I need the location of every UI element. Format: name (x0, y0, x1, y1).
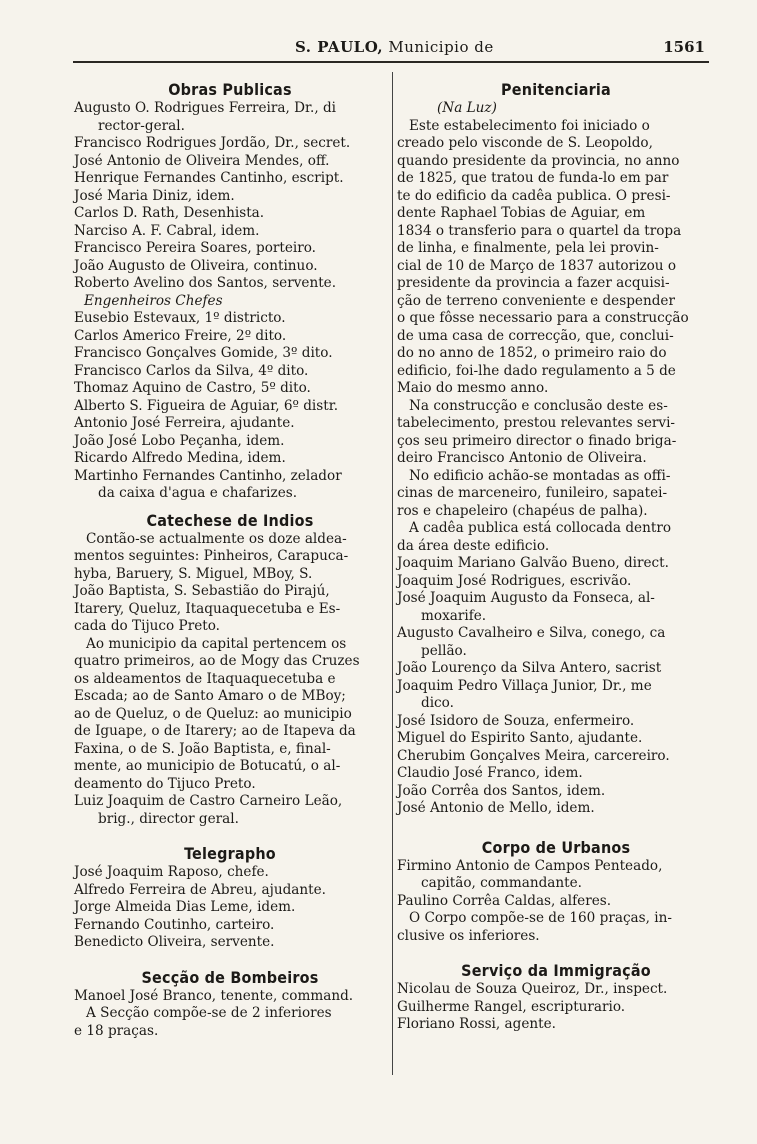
text-line: de uma casa de correcção, que, conclui- (397, 327, 674, 344)
text-line: dente Raphael Tobias de Aguiar, em (397, 205, 646, 221)
text-line: o que fôsse necessario para a construcção (397, 310, 689, 326)
catechese-paragraph-1 (74, 531, 386, 636)
list-item: Augusto Cavalheiro e Silva, conego, ca (397, 625, 666, 641)
list-item: Carlos D. Rath, Desenhista. (74, 205, 265, 221)
list-item: da caixa d'agua e chafarizes. (98, 485, 298, 501)
urbanos-list (397, 858, 715, 911)
list-item: Claudio José Franco, idem. (397, 765, 583, 781)
list-item: Firmino Antonio de Campos Penteado, (397, 857, 663, 874)
list-item: João Lourenço da Silva Antero, sacrist (397, 660, 662, 676)
text-line: ros e chapeleiro (chapéus de palha). (397, 502, 648, 519)
obras-staff-list (74, 100, 386, 293)
header-rule (73, 61, 709, 63)
list-item: Nicolau de Souza Queiroz, Dr., inspect. (397, 981, 668, 997)
list-item: Fernando Coutinho, carteiro. (74, 916, 275, 933)
list-item: João José Lobo Peçanha, idem. (74, 432, 285, 449)
list-item: Martinho Fernandes Cantinho, zelador (74, 467, 342, 484)
list-item: José Maria Diniz, idem. (74, 187, 235, 204)
list-item: José Joaquim Raposo, chefe. (74, 864, 269, 880)
list-item: Eusebio Estevaux, 1º districto. (74, 310, 286, 326)
subheading-engenheiros-chefes: Engenheiros Chefes (84, 292, 223, 309)
section-heading-catechese: Catechese de Indios (146, 510, 314, 530)
section-heading-immigracao: Serviço da Immigração (461, 961, 651, 980)
list-item: pellão. (421, 642, 467, 659)
penitenciaria-paragraph-3 (397, 468, 715, 521)
list-item: Francisco Gonçalves Gomide, 3º dito. (74, 345, 333, 361)
list-item: Antonio José Ferreira, ajudante. (74, 415, 295, 431)
list-item: brig., director geral. (98, 810, 239, 827)
text-line: te do edificio da cadêa publica. O presi- (397, 187, 671, 204)
list-item: João Augusto de Oliveira, continuo. (74, 257, 318, 274)
catechese-paragraph-2 (74, 636, 386, 794)
telegrapho-list (74, 864, 386, 952)
text-line: O Corpo compõe-se de 160 praças, in- (409, 910, 672, 926)
list-item: Cherubim Gonçalves Meira, carcereiro. (397, 747, 670, 764)
text-line: deamento do Tijuco Preto. (74, 775, 256, 792)
section-heading-bombeiros: Secção de Bombeiros (141, 967, 319, 987)
text-line: Escada; ao de Santo Amaro o de MBoy; (74, 688, 346, 704)
penitenciaria-paragraph-2 (397, 398, 715, 468)
text-line: mente, ao municipio de Botucatú, o al- (74, 758, 341, 774)
list-item: Joaquim José Rodrigues, escrivão. (397, 572, 632, 589)
list-item: dico. (421, 695, 454, 711)
section-heading-penitenciaria: Penitenciaria (501, 80, 611, 99)
text-line: João Baptista, S. Sebastião do Pirajú, (74, 583, 330, 599)
text-line: mentos seguintes: Pinheiros, Carapuca- (74, 548, 349, 564)
left-column (74, 80, 386, 1040)
list-item: moxarife. (421, 607, 487, 624)
column-divider (392, 72, 393, 1075)
text-line: quando presidente da provincia, no anno (397, 152, 680, 169)
list-item: Alfredo Ferreira de Abreu, ajudante. (74, 881, 326, 898)
list-item: rector-geral. (98, 117, 185, 134)
list-item: Thomaz Aquino de Castro, 5º dito. (74, 380, 311, 396)
penitenciaria-paragraph-1 (397, 118, 715, 398)
text-line: Este estabelecimento foi iniciado o (409, 117, 650, 134)
text-line: Faxina, o de S. João Baptista, e, final- (74, 740, 331, 757)
list-item: José Isidoro de Souza, enfermeiro. (397, 712, 635, 729)
text-line: Contão-se actualmente os doze aldea- (86, 530, 347, 547)
list-item: Luiz Joaquim de Castro Carneiro Leão, (74, 793, 343, 809)
text-line: Maio do mesmo anno. (397, 380, 549, 396)
text-line: ção de terreno conveniente e despender (397, 292, 675, 309)
text-line: deiro Francisco Antonio de Oliveira. (397, 450, 647, 466)
text-line: Ao municipio da capital pertencem os (86, 635, 347, 652)
engenheiros-list (74, 310, 386, 503)
text-line: 1834 o transferio para o quartel da tropa (397, 222, 682, 239)
text-line: hyba, Baruery, S. Miguel, MBoy, S. (74, 565, 313, 582)
text-line: creado pelo visconde de S. Leopoldo, (397, 135, 653, 151)
penitenciaria-paragraph-4 (397, 520, 715, 555)
page-number: 1561 (663, 38, 705, 56)
text-line: quatro primeiros, ao de Mogy das Cruzes (74, 653, 360, 669)
text-line: os aldeamentos de Itaquaquecetuba e (74, 670, 336, 687)
list-item: Roberto Avelino dos Santos, servente. (74, 275, 337, 291)
list-item: capitão, commandante. (421, 875, 582, 891)
list-item: José Antonio de Oliveira Mendes, off. (74, 152, 330, 169)
section-heading-obras-publicas: Obras Publicas (168, 80, 292, 99)
text-line: tabelecimento, prestou relevantes servi- (397, 415, 676, 431)
immigracao-list (397, 981, 715, 1034)
text-line: Na construcção e conclusão deste es- (409, 397, 668, 414)
text-line: edificio, foi-lhe dado regulamento a 5 de (397, 362, 676, 379)
list-item: João Corrêa dos Santos, idem. (397, 782, 606, 799)
list-item: Miguel do Espirito Santo, ajudante. (397, 730, 643, 746)
text-line: da área deste edificio. (397, 537, 550, 554)
text-line: presidente da provincia a fazer acquisi- (397, 275, 670, 291)
text-line: do no anno de 1852, o primeiro raio do (397, 345, 667, 361)
text-line: de 1825, que tratou de funda-lo em par (397, 170, 669, 186)
list-item: José Joaquim Augusto da Fonseca, al- (397, 590, 655, 606)
text-line: ços seu primeiro director o finado briga- (397, 432, 677, 449)
running-head (75, 38, 707, 60)
text-line: de Iguape, o de Itarery; ao de Itapeva da (74, 723, 356, 739)
list-item: Paulino Corrêa Caldas, alferes. (397, 892, 612, 909)
penitenciaria-staff-list (397, 555, 715, 818)
text-line: ao de Queluz, o de Queluz: ao municipio (74, 705, 352, 722)
list-item: José Antonio de Mello, idem. (397, 800, 595, 816)
list-item: Carlos Americo Freire, 2º dito. (74, 327, 287, 344)
list-item: Francisco Carlos da Silva, 4º dito. (74, 362, 309, 379)
subheading-na-luz: (Na Luz) (437, 100, 497, 116)
text-line: clusive os inferiores. (397, 927, 540, 944)
list-item: Joaquim Pedro Villaça Junior, Dr., me (397, 677, 652, 694)
section-heading-telegrapho: Telegrapho (184, 844, 276, 863)
list-item: Augusto O. Rodrigues Ferreira, Dr., di (74, 100, 337, 116)
list-item: Guilherme Rangel, escripturario. (397, 998, 626, 1015)
list-item: Floriano Rossi, agente. (397, 1016, 556, 1032)
right-column (397, 80, 715, 1034)
list-item: Ricardo Alfredo Medina, idem. (74, 450, 286, 466)
section-heading-urbanos: Corpo de Urbanos (481, 837, 631, 857)
text-line: Itarery, Queluz, Itaquaquecetuba e Es- (74, 600, 341, 617)
list-item: Francisco Rodrigues Jordão, Dr., secret. (74, 135, 351, 151)
text-line: A cadêa publica está collocada dentro (409, 520, 671, 536)
list-item: Joaquim Mariano Galvão Bueno, direct. (397, 555, 669, 571)
list-item: Manoel José Branco, tenente, command. (74, 987, 354, 1004)
list-item: Narciso A. F. Cabral, idem. (74, 222, 260, 239)
list-item: Jorge Almeida Dias Leme, idem. (74, 899, 296, 915)
text-line: cinas de marceneiro, funileiro, sapatei- (397, 485, 668, 501)
running-head-title: S. PAULO, Municipio de (295, 38, 494, 56)
text-line: No edificio achão-se montadas as offi- (409, 467, 671, 484)
list-item: Francisco Pereira Soares, porteiro. (74, 240, 317, 256)
list-item: Henrique Fernandes Cantinho, escript. (74, 170, 344, 186)
text-line: e 18 praças. (74, 1022, 159, 1039)
text-line: cial de 10 de Março de 1837 autorizou o (397, 257, 677, 274)
list-item: Benedicto Oliveira, servente. (74, 934, 275, 950)
list-item: Alberto S. Figueira de Aguiar, 6º distr. (74, 397, 339, 414)
text-line: cada do Tijuco Preto. (74, 618, 220, 634)
text-line: de linha, e finalmente, pela lei provin- (397, 240, 659, 256)
text-line: A Secção compõe-se de 2 inferiores (86, 1005, 332, 1021)
